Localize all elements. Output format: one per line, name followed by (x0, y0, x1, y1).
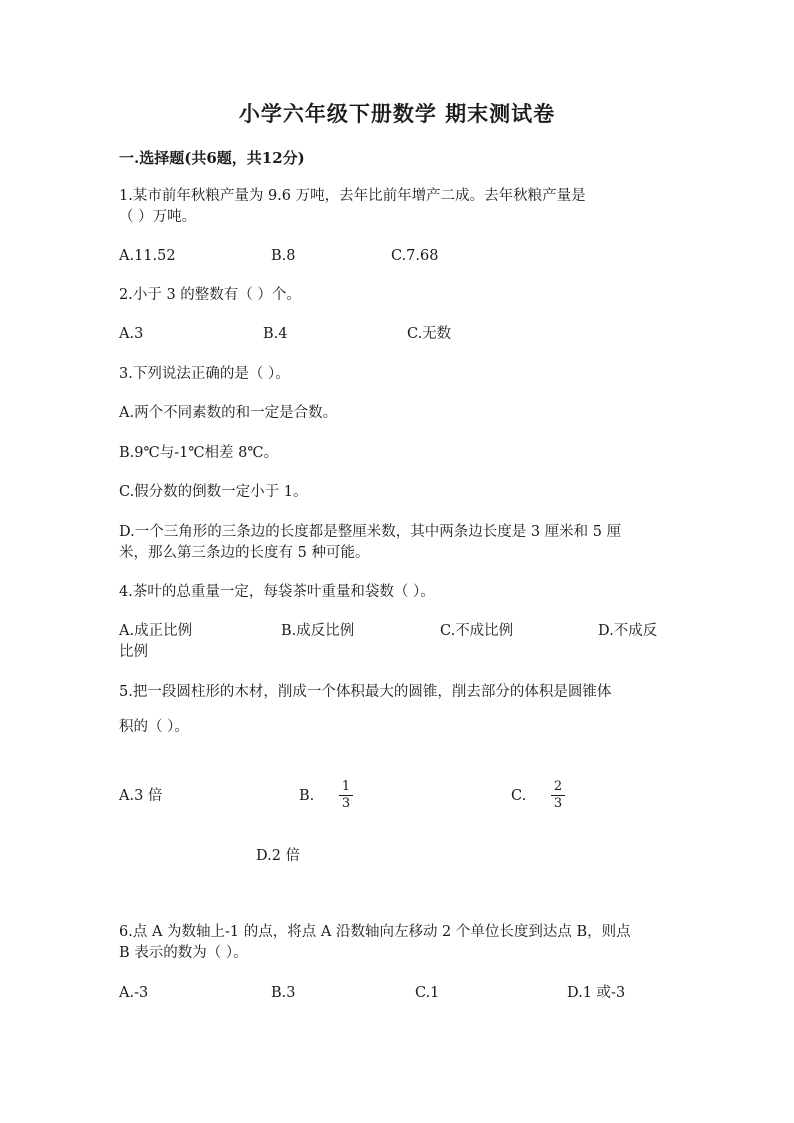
q6-stem-line2: B 表示的数为（ ）。 (119, 945, 248, 961)
q3-option-c: C.假分数的倒数一定小于 1。 (119, 484, 308, 500)
q3-option-d-line2: 米，那么第三条边的长度有 5 种可能。 (119, 545, 370, 561)
q2-stem: 2.小于 3 的整数有（ ）个。 (119, 287, 301, 303)
q4-option-d-line1: D.不成反 (598, 623, 658, 639)
q3-option-d-line1: D.一个三角形的三条边的长度都是整厘米数，其中两条边长度是 3 厘米和 5 厘 (119, 524, 622, 540)
q5-stem-line2: 积的（ ）。 (119, 719, 189, 735)
section-heading: 一.选择题(共6题，共12分) (119, 149, 305, 167)
q1-option-a: A.11.52 (119, 248, 176, 264)
q6-option-a: A.-3 (119, 985, 149, 1001)
q2-option-a: A.3 (119, 326, 144, 342)
q3-stem: 3.下列说法正确的是（ ）。 (119, 366, 290, 382)
q1-option-b: B.8 (271, 248, 296, 264)
q6-option-b: B.3 (271, 985, 296, 1001)
q6-option-d: D.1 或-3 (567, 985, 626, 1001)
q5-option-c-fraction (551, 780, 565, 811)
q5-option-c-label: C. (511, 788, 527, 804)
q6-stem-line1: 6.点 A 为数轴上-1 的点，将点 A 沿数轴向左移动 2 个单位长度到达点 B，则点 (119, 924, 631, 940)
q4-option-d-line2: 比例 (119, 644, 148, 660)
q1-stem-line2: （ ）万吨。 (119, 209, 197, 225)
q3-option-b: B.9℃与-1℃相差 8℃。 (119, 445, 279, 461)
q1-stem-line1: 1.某市前年秋粮产量为 9.6 万吨，去年比前年增产二成。去年秋粮产量是 (119, 188, 586, 204)
q5-stem-line1: 5.把一段圆柱形的木材，削成一个体积最大的圆锥，削去部分的体积是圆锥体 (119, 684, 612, 700)
q4-option-b: B.成反比例 (281, 623, 355, 639)
q5-option-b-denominator: 3 (341, 796, 351, 811)
q4-stem: 4.茶叶的总重量一定，每袋茶叶重量和袋数（ ）。 (119, 584, 435, 600)
q5-option-d: D.2 倍 (256, 848, 301, 864)
q2-option-c: C.无数 (407, 326, 452, 342)
q5-option-b-numerator: 1 (341, 779, 351, 794)
q5-option-b-fraction (339, 780, 353, 811)
q1-option-c: C.7.68 (391, 248, 439, 264)
q5-option-c-numerator: 2 (553, 779, 563, 794)
page-title: 小学六年级下册数学 期末测试卷 (238, 101, 556, 126)
q5-option-b-label: B. (299, 788, 315, 804)
q6-option-c: C.1 (415, 985, 440, 1001)
q4-option-a: A.成正比例 (119, 623, 193, 639)
q5-option-c-denominator: 3 (553, 796, 563, 811)
q5-option-a: A.3 倍 (119, 788, 163, 804)
q3-option-a: A.两个不同素数的和一定是合数。 (119, 405, 338, 421)
q4-option-c: C.不成比例 (440, 623, 514, 639)
q2-option-b: B.4 (263, 326, 288, 342)
